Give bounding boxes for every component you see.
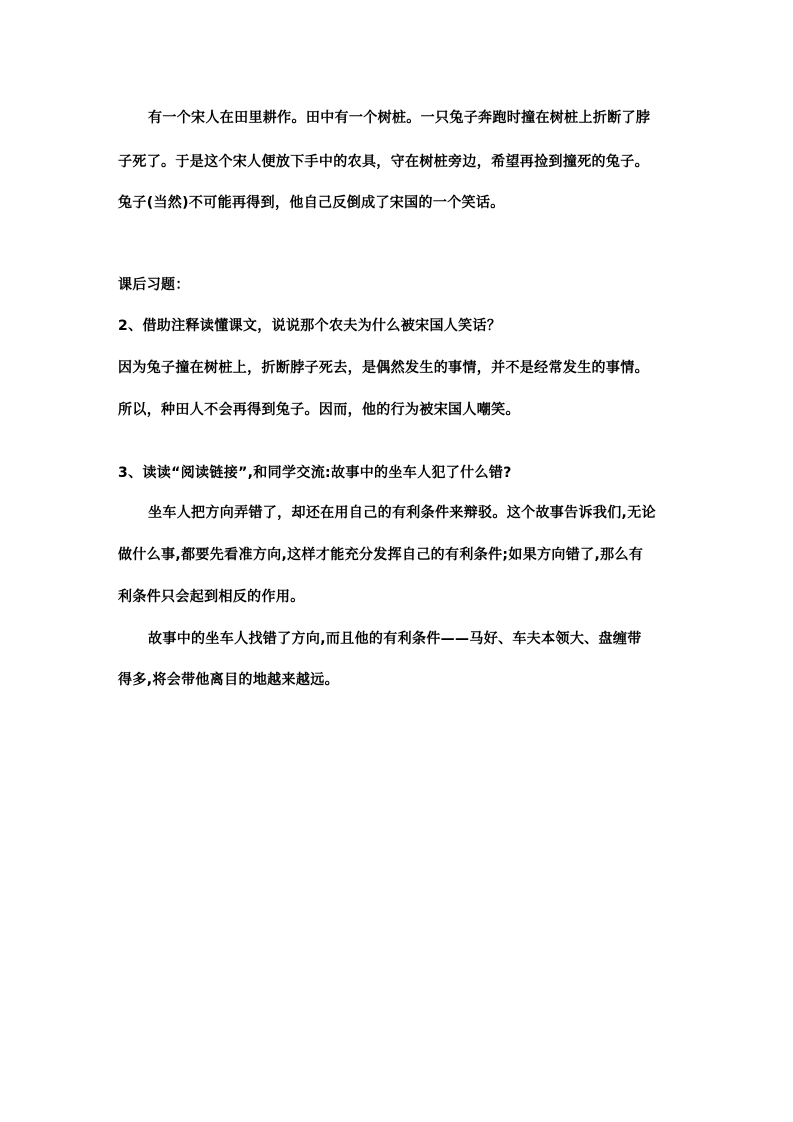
- answer-3-p2-line-2: 得多,将会带他离目的地越来越远。: [118, 672, 339, 688]
- answer-2-line-2: 所以，种田人不会再得到兔子。因而，他的行为被宋国人嘲笑。: [118, 402, 520, 418]
- question-3: 3、读读“阅读链接”,和同学交流:故事中的坐车人犯了什么错?: [118, 465, 512, 481]
- exercises-heading: 课后习题：: [118, 277, 190, 293]
- answer-3-p1-line-3: 利条件只会起到相反的作用。: [118, 589, 305, 605]
- answer-3-p2-line-1: 故事中的坐车人找错了方向,而且他的有利条件——马好、车夫本领大、盘缠带: [148, 631, 642, 647]
- story-line-2: 子死了。于是这个宋人便放下手中的农具，守在树桩旁边，希望再捡到撞死的兔子。: [118, 154, 649, 170]
- answer-2-line-1: 因为兔子撞在树桩上，折断脖子死去，是偶然发生的事情，并不是经常发生的事情。: [118, 360, 649, 376]
- question-2: 2、借助注释读懂课文，说说那个农夫为什么被宋国人笑话？: [118, 318, 502, 334]
- answer-3-p1-line-2: 做什么事,都要先看准方向,这样才能充分发挥自己的有利条件;如果方向错了,那么有: [118, 547, 644, 563]
- answer-3-p1-line-1: 坐车人把方向弄错了，却还在用自己的有利条件来辩驳。这个故事告诉我们,无论: [148, 505, 656, 521]
- story-line-1: 有一个宋人在田里耕作。田中有一个树桩。一只兔子奔跑时撞在树桩上折断了脖: [148, 110, 651, 126]
- story-line-3: 兔子(当然)不可能再得到，他自己反倒成了宋国的一个笑话。: [118, 195, 505, 211]
